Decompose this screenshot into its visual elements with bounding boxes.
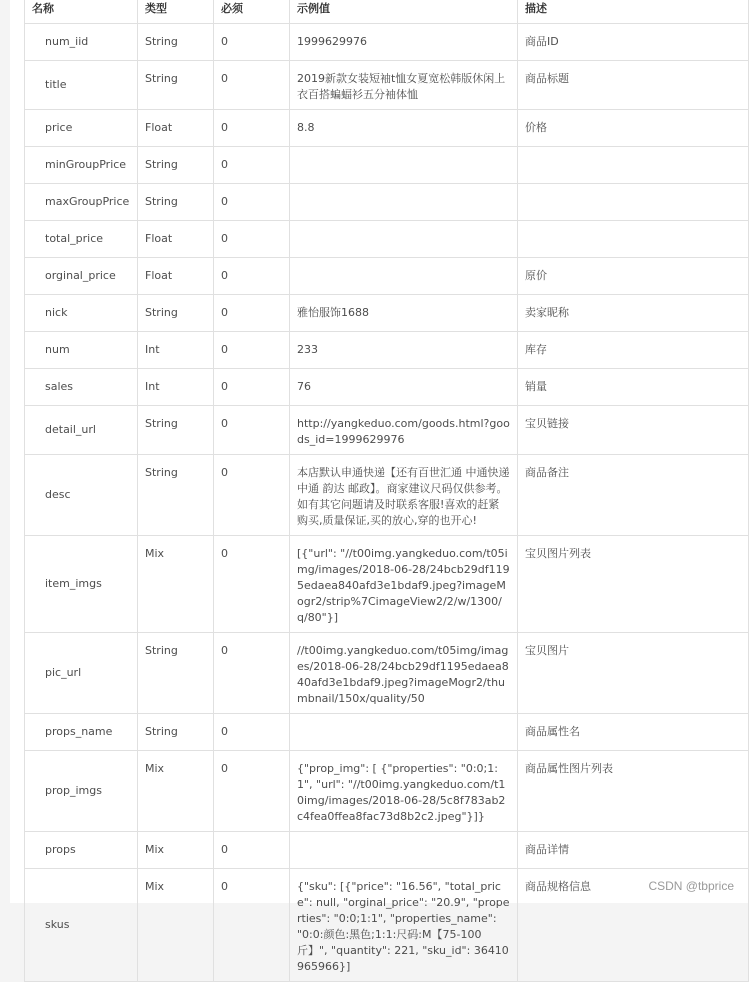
header-type: 类型: [138, 0, 214, 24]
cell-required: 0: [214, 110, 290, 147]
cell-type: String: [138, 714, 214, 751]
cell-description: [518, 184, 749, 221]
table-row: [25, 221, 749, 258]
cell-example: [290, 832, 518, 869]
cell-type: String: [138, 633, 214, 714]
cell-type: Mix: [138, 536, 214, 633]
cell-type: Float: [138, 258, 214, 295]
cell-name: price: [25, 110, 138, 147]
cell-example: [290, 147, 518, 184]
cell-required: 0: [214, 714, 290, 751]
cell-example: 2019新款女装短袖t恤女夏宽松韩版休闲上衣百搭蝙蝠衫五分袖体恤: [290, 61, 518, 110]
table-row: [25, 832, 749, 869]
cell-description: [518, 221, 749, 258]
cell-type: String: [138, 61, 214, 110]
header-description: 描述: [518, 0, 749, 24]
cell-type: Mix: [138, 832, 214, 869]
cell-description: 宝贝图片: [518, 633, 749, 714]
table-row: [25, 332, 749, 369]
cell-type: String: [138, 295, 214, 332]
cell-required: 0: [214, 369, 290, 406]
cell-name: nick: [25, 295, 138, 332]
cell-name: num: [25, 332, 138, 369]
document-page: [10, 0, 749, 973]
cell-name: orginal_price: [25, 258, 138, 295]
cell-description: 商品属性图片列表: [518, 751, 749, 832]
cell-required: 0: [214, 221, 290, 258]
header-name: 名称: [25, 0, 138, 24]
cell-name: minGroupPrice: [25, 147, 138, 184]
cell-name: sales: [25, 369, 138, 406]
cell-description: 原价: [518, 258, 749, 295]
cell-required: 0: [214, 295, 290, 332]
cell-name: prop_imgs: [25, 751, 138, 832]
cell-description: 商品ID: [518, 24, 749, 61]
cell-description: 库存: [518, 332, 749, 369]
response-parameter-table: [24, 0, 749, 982]
cell-example: 76: [290, 369, 518, 406]
cell-example: [{"url": "//t00img.yangkeduo.com/t05img/images/2018-06-28/24bcb29df1195edaea840afd3e1bdaf9.jpeg?imageMogr2/strip%7CimageView2/2/w/1300/q/80"}]: [290, 536, 518, 633]
cell-type: String: [138, 184, 214, 221]
header-example: 示例值: [290, 0, 518, 24]
cell-type: String: [138, 147, 214, 184]
table-row: [25, 258, 749, 295]
cell-name: item_imgs: [25, 536, 138, 633]
table-row: [25, 455, 749, 536]
cell-type: Int: [138, 332, 214, 369]
table-row: [25, 147, 749, 184]
cell-example: 1999629976: [290, 24, 518, 61]
cell-example: 本店默认申通快递【还有百世汇通 中通快递 中通 韵达 邮政】。商家建议尺码仅供参考。如有其它问题请及时联系客服!喜欢的赶紧购买,质量保证,买的放心,穿的也开心!: [290, 455, 518, 536]
cell-type: String: [138, 455, 214, 536]
table-row: [25, 633, 749, 714]
cell-type: String: [138, 24, 214, 61]
cell-example: [290, 258, 518, 295]
cell-description: 商品规格信息: [518, 869, 749, 982]
table-row: [25, 751, 749, 832]
cell-required: 0: [214, 258, 290, 295]
table-row: [25, 184, 749, 221]
cell-type: Float: [138, 221, 214, 258]
cell-required: 0: [214, 184, 290, 221]
cell-required: 0: [214, 61, 290, 110]
cell-type: Float: [138, 110, 214, 147]
csdn-watermark: CSDN @tbprice: [648, 879, 734, 893]
cell-example: 8.8: [290, 110, 518, 147]
cell-description: [518, 147, 749, 184]
cell-required: 0: [214, 455, 290, 536]
cell-description: 价格: [518, 110, 749, 147]
cell-example: [290, 221, 518, 258]
table-row: [25, 869, 749, 982]
header-required: 必须: [214, 0, 290, 24]
table-row: [25, 714, 749, 751]
cell-type: Mix: [138, 751, 214, 832]
cell-name: num_iid: [25, 24, 138, 61]
cell-name: maxGroupPrice: [25, 184, 138, 221]
table-row: [25, 406, 749, 455]
cell-name: pic_url: [25, 633, 138, 714]
cell-description: 商品详情: [518, 832, 749, 869]
cell-name: skus: [25, 869, 138, 982]
cell-name: detail_url: [25, 406, 138, 455]
cell-required: 0: [214, 24, 290, 61]
table-row: [25, 369, 749, 406]
cell-description: 商品标题: [518, 61, 749, 110]
cell-description: 宝贝图片列表: [518, 536, 749, 633]
cell-name: title: [25, 61, 138, 110]
cell-required: 0: [214, 751, 290, 832]
cell-name: desc: [25, 455, 138, 536]
cell-required: 0: [214, 633, 290, 714]
cell-example: [290, 184, 518, 221]
cell-example: 233: [290, 332, 518, 369]
cell-example: http://yangkeduo.com/goods.html?goods_id=1999629976: [290, 406, 518, 455]
cell-description: 宝贝链接: [518, 406, 749, 455]
table-row: [25, 536, 749, 633]
table-row: [25, 295, 749, 332]
cell-name: total_price: [25, 221, 138, 258]
table-row: [25, 24, 749, 61]
table-header-row: [25, 0, 749, 24]
cell-example: 雅怡服饰1688: [290, 295, 518, 332]
cell-description: 商品备注: [518, 455, 749, 536]
cell-type: String: [138, 406, 214, 455]
cell-description: 卖家昵称: [518, 295, 749, 332]
table-row: [25, 61, 749, 110]
cell-example: //t00img.yangkeduo.com/t05img/images/2018-06-28/24bcb29df1195edaea840afd3e1bdaf9.jpeg?imageMogr2/thumbnail/150x/quality/50: [290, 633, 518, 714]
cell-required: 0: [214, 332, 290, 369]
cell-example: [290, 714, 518, 751]
table-row: [25, 110, 749, 147]
cell-example: {"sku": [{"price": "16.56", "total_price": null, "orginal_price": "20.9", "properties": "0:0;1:1", "properties_name": "0:0:颜色:黑色;1:1:尺码:M【75-100斤】", "quantity": 221, "sku_id": 36410965966}]: [290, 869, 518, 982]
cell-name: props_name: [25, 714, 138, 751]
cell-example: {"prop_img": [ {"properties": "0:0;1:1", "url": "//t00img.yangkeduo.com/t10img/images/2018-06-28/5c8f783ab2c4fea0ffea8fac73d8b2c2.jpeg"}]}: [290, 751, 518, 832]
cell-required: 0: [214, 147, 290, 184]
cell-required: 0: [214, 832, 290, 869]
cell-required: 0: [214, 406, 290, 455]
cell-description: 商品属性名: [518, 714, 749, 751]
cell-description: 销量: [518, 369, 749, 406]
cell-required: 0: [214, 869, 290, 982]
cell-type: Mix: [138, 869, 214, 982]
cell-name: props: [25, 832, 138, 869]
cell-type: Int: [138, 369, 214, 406]
cell-required: 0: [214, 536, 290, 633]
